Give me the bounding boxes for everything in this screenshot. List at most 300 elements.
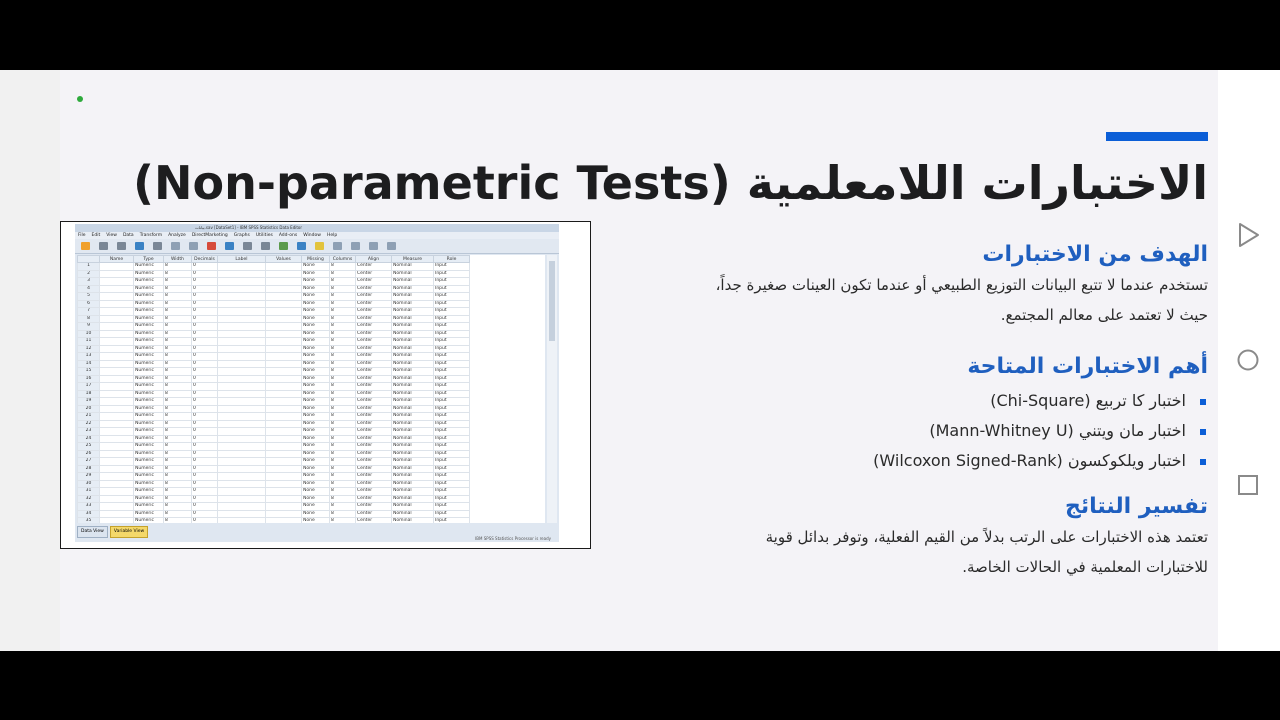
grid-cell: Nominal: [392, 368, 434, 376]
grid-cell: None: [302, 368, 330, 376]
play-triangle-icon[interactable]: [1237, 222, 1261, 248]
grid-cell: Nominal: [392, 390, 434, 398]
spss-menu-item: DirectMarketing: [191, 233, 228, 238]
grid-cell: Numeric: [134, 338, 164, 346]
grid-cell: 0: [192, 270, 218, 278]
grid-column-header: Role: [434, 256, 470, 263]
grid-cell: [100, 518, 134, 524]
grid-column-header: [78, 256, 100, 263]
grid-cell: 8: [164, 428, 192, 436]
grid-cell: 8: [330, 315, 356, 323]
spss-menu-item: Add-ons: [278, 233, 298, 238]
tab-variable-view: Variable View: [110, 526, 148, 538]
table-row: [78, 495, 470, 503]
grid-cell: 24: [78, 435, 100, 443]
grid-cell: Nominal: [392, 450, 434, 458]
grid-cell: Numeric: [134, 263, 164, 271]
grid-cell: Numeric: [134, 413, 164, 421]
grid-cell: Numeric: [134, 285, 164, 293]
grid-cell: [266, 285, 302, 293]
grid-cell: [218, 338, 266, 346]
grid-cell: Center: [356, 368, 392, 376]
grid-cell: [218, 480, 266, 488]
grid-cell: Input: [434, 315, 470, 323]
grid-cell: 0: [192, 345, 218, 353]
grid-cell: 8: [164, 390, 192, 398]
grid-cell: 8: [164, 480, 192, 488]
grid-cell: Center: [356, 495, 392, 503]
grid-cell: Numeric: [134, 390, 164, 398]
grid-cell: [100, 465, 134, 473]
grid-cell: 0: [192, 390, 218, 398]
grid-cell: Center: [356, 390, 392, 398]
grid-cell: 0: [192, 308, 218, 316]
grid-cell: None: [302, 383, 330, 391]
table-row: [78, 480, 470, 488]
grid-cell: [218, 518, 266, 524]
grid-cell: Numeric: [134, 480, 164, 488]
grid-cell: Input: [434, 308, 470, 316]
grid-cell: [266, 480, 302, 488]
grid-cell: Center: [356, 480, 392, 488]
grid-cell: None: [302, 458, 330, 466]
grid-cell: Input: [434, 488, 470, 496]
grid-cell: Center: [356, 413, 392, 421]
section-goal-heading: الهدف من الاختبارات: [982, 242, 1208, 267]
grid-cell: [266, 345, 302, 353]
grid-cell: Nominal: [392, 495, 434, 503]
grid-cell: 2: [78, 270, 100, 278]
grid-cell: Numeric: [134, 420, 164, 428]
slide-title: الاختبارات اللامعلمية (Non-parametric Tests): [133, 156, 1208, 210]
grid-cell: Center: [356, 270, 392, 278]
grid-cell: 8: [330, 368, 356, 376]
grid-cell: [218, 315, 266, 323]
grid-cell: 8: [330, 323, 356, 331]
table-row: [78, 353, 470, 361]
grid-cell: [100, 435, 134, 443]
table-row: [78, 360, 470, 368]
grid-cell: Center: [356, 435, 392, 443]
circle-icon[interactable]: [1237, 349, 1259, 371]
grid-cell: [218, 383, 266, 391]
grid-cell: 8: [330, 488, 356, 496]
grid-cell: Numeric: [134, 465, 164, 473]
grid-cell: Nominal: [392, 458, 434, 466]
square-icon[interactable]: [1237, 474, 1259, 496]
toolbar-button-icon: [333, 242, 342, 250]
grid-cell: Nominal: [392, 308, 434, 316]
grid-cell: [266, 443, 302, 451]
grid-cell: [100, 315, 134, 323]
grid-cell: Center: [356, 518, 392, 524]
grid-cell: 8: [330, 390, 356, 398]
grid-cell: Input: [434, 278, 470, 286]
toolbar-button-icon: [207, 242, 216, 250]
grid-cell: [100, 390, 134, 398]
grid-cell: [218, 488, 266, 496]
grid-column-header: Values: [266, 256, 302, 263]
grid-cell: Nominal: [392, 330, 434, 338]
grid-cell: [100, 413, 134, 421]
grid-cell: [266, 308, 302, 316]
grid-cell: Numeric: [134, 435, 164, 443]
spss-statusbar: IBM SPSS Statistics Processor is ready: [475, 536, 551, 541]
grid-cell: [266, 293, 302, 301]
grid-cell: 8: [164, 285, 192, 293]
grid-cell: [266, 353, 302, 361]
grid-cell: 12: [78, 345, 100, 353]
grid-cell: Center: [356, 443, 392, 451]
grid-cell: [266, 420, 302, 428]
grid-cell: Nominal: [392, 420, 434, 428]
square-bullet-icon: [1200, 459, 1206, 465]
grid-cell: [100, 488, 134, 496]
square-bullet-icon: [1200, 429, 1206, 435]
spss-menu-item: Edit: [91, 233, 101, 238]
grid-cell: 8: [164, 443, 192, 451]
grid-cell: [100, 480, 134, 488]
grid-cell: 8: [330, 443, 356, 451]
grid-cell: Center: [356, 285, 392, 293]
grid-cell: [218, 308, 266, 316]
grid-cell: Numeric: [134, 368, 164, 376]
grid-cell: None: [302, 278, 330, 286]
grid-cell: 5: [78, 293, 100, 301]
grid-cell: [266, 510, 302, 518]
toolbar-button-icon: [171, 242, 180, 250]
grid-cell: 0: [192, 473, 218, 481]
grid-cell: 32: [78, 495, 100, 503]
grid-cell: Input: [434, 413, 470, 421]
grid-cell: Center: [356, 338, 392, 346]
grid-cell: None: [302, 338, 330, 346]
grid-cell: 17: [78, 383, 100, 391]
grid-cell: Input: [434, 458, 470, 466]
table-row: [78, 345, 470, 353]
grid-cell: [218, 345, 266, 353]
grid-cell: Numeric: [134, 270, 164, 278]
spss-menu-item: View: [106, 233, 117, 238]
grid-cell: [266, 435, 302, 443]
grid-cell: None: [302, 345, 330, 353]
table-row: [78, 435, 470, 443]
grid-cell: Nominal: [392, 353, 434, 361]
grid-cell: Numeric: [134, 345, 164, 353]
grid-cell: [100, 285, 134, 293]
grid-cell: Input: [434, 495, 470, 503]
grid-cell: Numeric: [134, 300, 164, 308]
accent-bar: [1106, 132, 1208, 141]
grid-cell: 0: [192, 518, 218, 524]
grid-cell: [218, 465, 266, 473]
grid-cell: Numeric: [134, 405, 164, 413]
grid-cell: [218, 360, 266, 368]
slide-content: [700, 240, 1208, 582]
grid-cell: [218, 510, 266, 518]
spss-window: [75, 224, 559, 542]
table-row: [78, 518, 470, 524]
grid-cell: None: [302, 518, 330, 524]
grid-cell: 20: [78, 405, 100, 413]
grid-cell: [266, 360, 302, 368]
grid-cell: Nominal: [392, 398, 434, 406]
grid-cell: 0: [192, 398, 218, 406]
grid-cell: 6: [78, 300, 100, 308]
grid-cell: Nominal: [392, 443, 434, 451]
grid-cell: Input: [434, 443, 470, 451]
grid-cell: 8: [330, 450, 356, 458]
grid-cell: Center: [356, 503, 392, 511]
grid-cell: 0: [192, 360, 218, 368]
grid-cell: Numeric: [134, 503, 164, 511]
grid-cell: [218, 353, 266, 361]
grid-cell: [100, 443, 134, 451]
grid-cell: 9: [78, 323, 100, 331]
grid-cell: None: [302, 473, 330, 481]
grid-cell: Numeric: [134, 308, 164, 316]
grid-cell: None: [302, 503, 330, 511]
tab-data-view: Data View: [77, 526, 108, 538]
grid-cell: Input: [434, 263, 470, 271]
grid-cell: 8: [164, 338, 192, 346]
grid-cell: 0: [192, 300, 218, 308]
table-row: [78, 300, 470, 308]
grid-cell: Nominal: [392, 270, 434, 278]
grid-cell: Center: [356, 450, 392, 458]
grid-cell: Numeric: [134, 458, 164, 466]
grid-cell: 8: [330, 360, 356, 368]
table-row: [78, 450, 470, 458]
grid-cell: [218, 435, 266, 443]
grid-column-header: Measure: [392, 256, 434, 263]
grid-cell: Numeric: [134, 360, 164, 368]
grid-column-header: Width: [164, 256, 192, 263]
spss-screenshot: [60, 221, 591, 549]
list-item-label: اختبار ويلكوكسون (Wilcoxon Signed-Rank): [873, 451, 1186, 470]
grid-cell: Input: [434, 405, 470, 413]
grid-cell: [218, 413, 266, 421]
grid-cell: Nominal: [392, 338, 434, 346]
grid-cell: 0: [192, 435, 218, 443]
grid-cell: None: [302, 428, 330, 436]
grid-cell: 0: [192, 480, 218, 488]
slide: [0, 70, 1280, 651]
grid-cell: 8: [164, 435, 192, 443]
grid-cell: 8: [330, 480, 356, 488]
grid-cell: 0: [192, 315, 218, 323]
grid-cell: [266, 263, 302, 271]
grid-cell: 8: [164, 263, 192, 271]
grid-cell: 8: [330, 465, 356, 473]
grid-column-header: Columns: [330, 256, 356, 263]
grid-cell: 0: [192, 353, 218, 361]
grid-cell: [218, 300, 266, 308]
grid-column-header: Label: [218, 256, 266, 263]
grid-cell: Numeric: [134, 278, 164, 286]
grid-cell: 0: [192, 495, 218, 503]
grid-cell: Numeric: [134, 473, 164, 481]
grid-cell: 8: [164, 413, 192, 421]
grid-cell: None: [302, 263, 330, 271]
grid-cell: [100, 323, 134, 331]
grid-cell: 0: [192, 263, 218, 271]
toolbar-button-icon: [99, 242, 108, 250]
grid-cell: 8: [164, 510, 192, 518]
grid-cell: Center: [356, 383, 392, 391]
spss-view-tabs: [77, 526, 150, 536]
grid-cell: Input: [434, 420, 470, 428]
grid-cell: None: [302, 480, 330, 488]
grid-cell: 23: [78, 428, 100, 436]
grid-cell: [100, 353, 134, 361]
grid-cell: Numeric: [134, 383, 164, 391]
grid-cell: Nominal: [392, 480, 434, 488]
table-row: [78, 503, 470, 511]
grid-cell: 16: [78, 375, 100, 383]
grid-cell: [100, 450, 134, 458]
grid-cell: 8: [164, 300, 192, 308]
toolbar-button-icon: [117, 242, 126, 250]
grid-cell: Input: [434, 300, 470, 308]
grid-cell: 0: [192, 503, 218, 511]
list-item-label: اختبار مان ويتني (Mann-Whitney U): [929, 421, 1186, 440]
grid-cell: [218, 495, 266, 503]
grid-cell: [266, 495, 302, 503]
grid-cell: 8: [164, 398, 192, 406]
grid-cell: 29: [78, 473, 100, 481]
grid-cell: [100, 263, 134, 271]
grid-cell: Nominal: [392, 488, 434, 496]
grid-column-header: Missing: [302, 256, 330, 263]
table-row: [78, 473, 470, 481]
grid-cell: None: [302, 375, 330, 383]
table-row: [78, 375, 470, 383]
grid-cell: 8: [330, 278, 356, 286]
grid-cell: Center: [356, 405, 392, 413]
grid-cell: 8: [164, 465, 192, 473]
grid-cell: 8: [330, 330, 356, 338]
grid-cell: Input: [434, 293, 470, 301]
grid-cell: None: [302, 413, 330, 421]
grid-cell: [266, 315, 302, 323]
grid-cell: 0: [192, 278, 218, 286]
grid-cell: [266, 518, 302, 524]
grid-cell: 22: [78, 420, 100, 428]
grid-cell: Center: [356, 473, 392, 481]
list-item: [700, 446, 1208, 476]
grid-cell: 3: [78, 278, 100, 286]
left-margin: [0, 70, 60, 651]
section-results-text: تعتمد هذه الاختبارات على الرتب بدلاً من القيم الفعلية، وتوفر بدائل قوية للاختبارات المعلمية في الحالات الخاصة.: [765, 528, 1208, 576]
grid-cell: 19: [78, 398, 100, 406]
grid-cell: [266, 300, 302, 308]
grid-cell: Nominal: [392, 518, 434, 524]
grid-cell: None: [302, 435, 330, 443]
grid-cell: 8: [330, 375, 356, 383]
grid-cell: [218, 450, 266, 458]
grid-cell: 14: [78, 360, 100, 368]
grid-cell: [218, 270, 266, 278]
grid-cell: Nominal: [392, 428, 434, 436]
grid-cell: 8: [164, 488, 192, 496]
grid-cell: [266, 390, 302, 398]
table-row: [78, 338, 470, 346]
grid-cell: Nominal: [392, 510, 434, 518]
grid-cell: Numeric: [134, 323, 164, 331]
grid-cell: 21: [78, 413, 100, 421]
toolbar-button-icon: [261, 242, 270, 250]
grid-cell: Numeric: [134, 330, 164, 338]
grid-cell: Numeric: [134, 450, 164, 458]
grid-cell: 0: [192, 413, 218, 421]
grid-cell: [266, 413, 302, 421]
grid-cell: 8: [164, 368, 192, 376]
grid-cell: 8: [330, 300, 356, 308]
grid-cell: 8: [164, 293, 192, 301]
grid-cell: None: [302, 323, 330, 331]
table-row: [78, 458, 470, 466]
grid-cell: [218, 375, 266, 383]
table-row: [78, 398, 470, 406]
grid-cell: 8: [330, 345, 356, 353]
grid-cell: 11: [78, 338, 100, 346]
grid-cell: 15: [78, 368, 100, 376]
toolbar-button-icon: [189, 242, 198, 250]
grid-cell: [266, 330, 302, 338]
grid-cell: Center: [356, 465, 392, 473]
grid-cell: [100, 420, 134, 428]
grid-cell: 8: [164, 375, 192, 383]
section-results-heading: تفسير النتائج: [1065, 494, 1208, 519]
grid-cell: 25: [78, 443, 100, 451]
grid-cell: 8: [330, 293, 356, 301]
grid-cell: [218, 428, 266, 436]
grid-cell: 26: [78, 450, 100, 458]
list-item-label: اختبار كا تربيع (Chi-Square): [990, 391, 1186, 410]
grid-cell: [266, 488, 302, 496]
table-row: [78, 293, 470, 301]
grid-cell: 8: [78, 315, 100, 323]
table-row: [78, 443, 470, 451]
grid-cell: [218, 293, 266, 301]
table-row: [78, 510, 470, 518]
grid-cell: Input: [434, 480, 470, 488]
grid-cell: None: [302, 360, 330, 368]
toolbar-button-icon: [81, 242, 90, 250]
grid-cell: 8: [330, 435, 356, 443]
grid-cell: [100, 300, 134, 308]
grid-cell: Nominal: [392, 413, 434, 421]
grid-cell: 10: [78, 330, 100, 338]
grid-cell: [218, 263, 266, 271]
grid-cell: 34: [78, 510, 100, 518]
grid-cell: Nominal: [392, 285, 434, 293]
grid-cell: Numeric: [134, 375, 164, 383]
grid-cell: [100, 503, 134, 511]
grid-cell: [266, 473, 302, 481]
grid-cell: Center: [356, 428, 392, 436]
grid-cell: [266, 270, 302, 278]
grid-cell: 8: [164, 383, 192, 391]
grid-cell: None: [302, 300, 330, 308]
grid-cell: [218, 398, 266, 406]
grid-cell: [218, 285, 266, 293]
spss-menu-item: Window: [303, 233, 321, 238]
grid-cell: [218, 503, 266, 511]
grid-cell: Nominal: [392, 345, 434, 353]
grid-cell: 0: [192, 458, 218, 466]
